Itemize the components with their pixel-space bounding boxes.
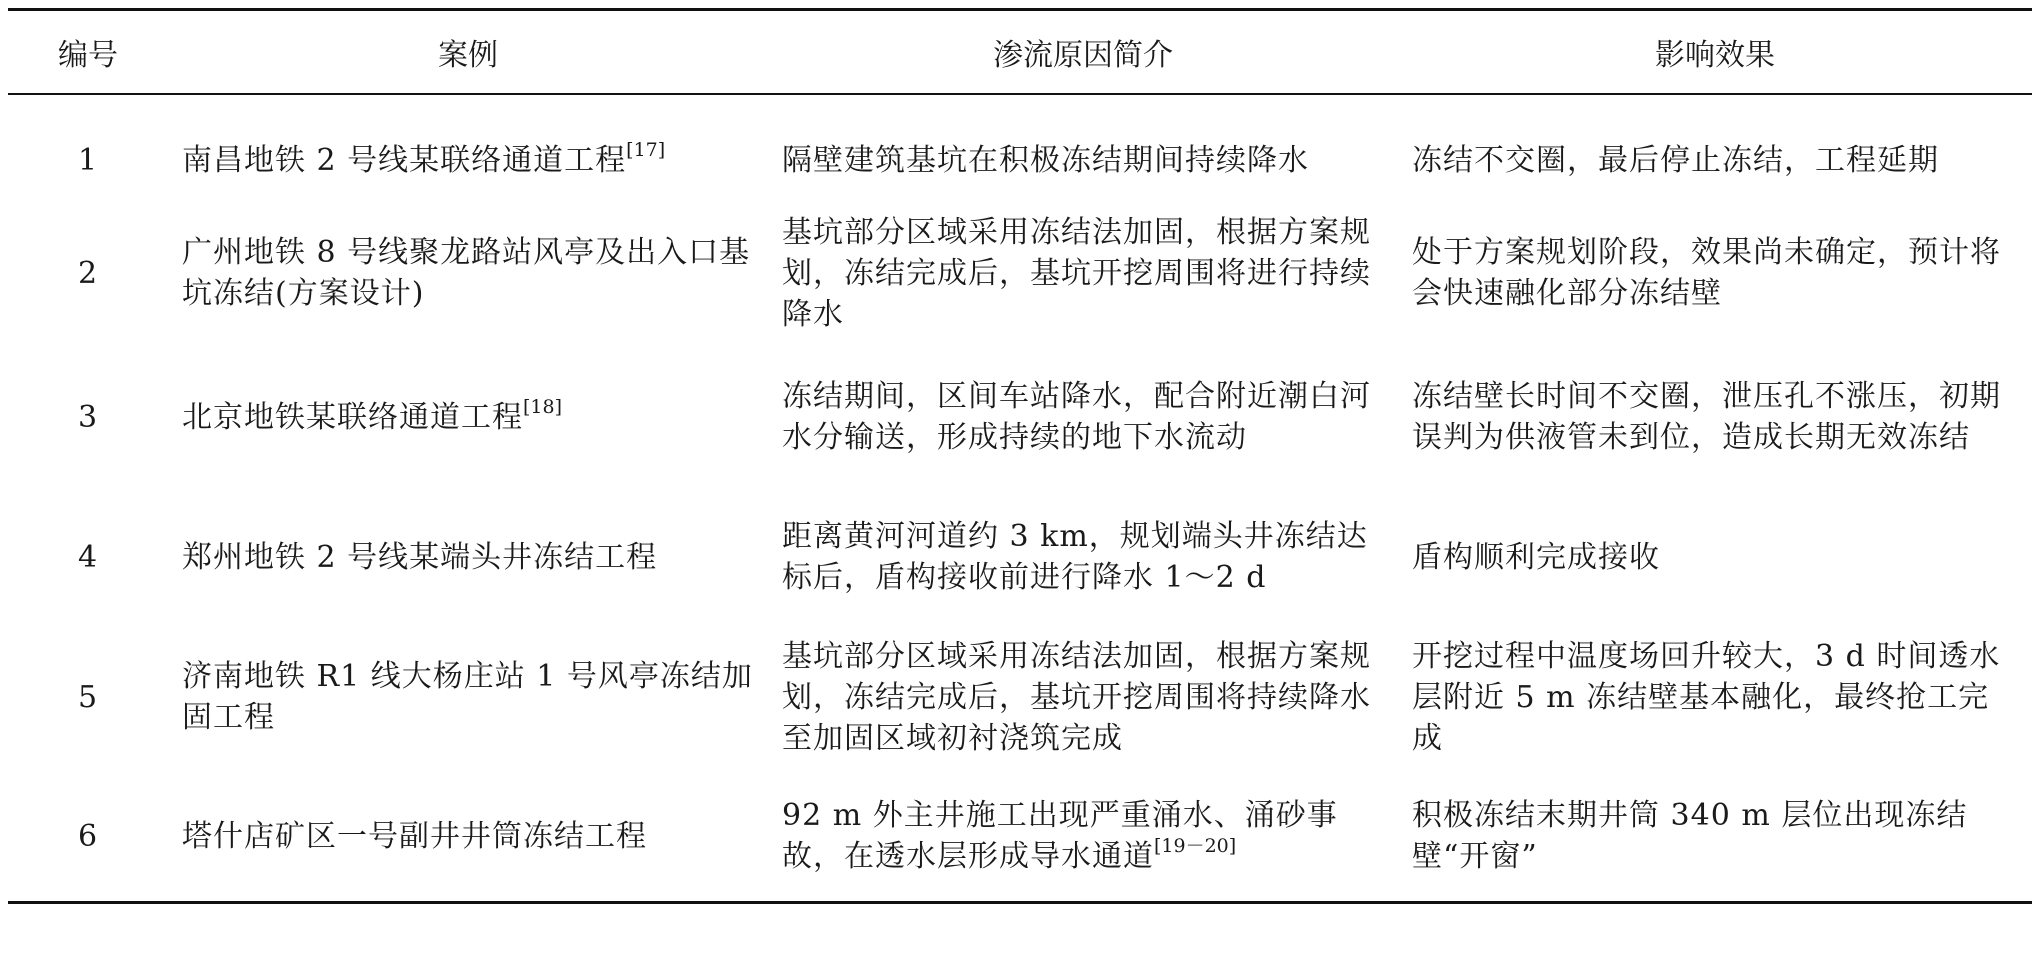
effect-cell [1398, 342, 2032, 492]
table-row [8, 622, 2032, 772]
table-body [8, 94, 2032, 902]
header-id: 编号 [58, 38, 118, 73]
effect-text: 积极冻结末期井筒 340 m 层位出现冻结壁“开窗” [1412, 798, 1968, 875]
case-text: 塔什店矿区一号副井井筒冻结工程 [182, 818, 647, 854]
table-row [8, 94, 2032, 204]
case-text: 郑州地铁 2 号线某端头井冻结工程 [182, 539, 658, 575]
cause-reference: [19－20] [1154, 835, 1237, 858]
effect-cell [1398, 204, 2032, 342]
row-id: 1 [77, 143, 99, 178]
header-effect: 影响效果 [1655, 38, 1775, 73]
cause-cell [768, 342, 1398, 492]
case-text: 南昌地铁 2 号线某联络通道工程 [182, 143, 627, 178]
table-row [8, 772, 2032, 902]
effect-text: 处于方案规划阶段，效果尚未确定，预计将会快速融化部分冻结壁 [1412, 235, 2001, 311]
case-reference: [17] [626, 139, 666, 161]
header-row [8, 10, 2032, 95]
row-id: 2 [77, 255, 99, 291]
case-reference: [18] [523, 395, 563, 418]
case-cell [168, 342, 768, 492]
row-id: 5 [77, 679, 99, 715]
cause-cell [768, 204, 1398, 342]
cause-cell [768, 622, 1398, 772]
cause-text: 隔壁建筑基坑在积极冻结期间持续降水 [782, 143, 1309, 178]
effect-text: 冻结壁长时间不交圈，泄压孔不涨压，初期误判为供液管未到位，造成长期无效冻结 [1412, 379, 2001, 455]
case-cell [168, 94, 768, 204]
effect-cell [1398, 622, 2032, 772]
effect-text: 冻结不交圈，最后停止冻结，工程延期 [1412, 143, 1939, 178]
case-cell [168, 204, 768, 342]
cause-cell [768, 492, 1398, 622]
case-cell [168, 772, 768, 902]
case-cell [168, 622, 768, 772]
table-row [8, 204, 2032, 342]
row-id: 4 [77, 539, 99, 575]
cause-text: 基坑部分区域采用冻结法加固，根据方案规划，冻结完成后，基坑开挖周围将进行持续降水 [782, 214, 1371, 332]
effect-cell [1398, 94, 2032, 204]
case-table-container [8, 8, 2032, 968]
cause-text: 冻结期间，区间车站降水，配合附近潮白河水分输送，形成持续的地下水流动 [782, 379, 1371, 455]
cause-text: 距离黄河河道约 3 km，规划端头井冻结达标后，盾构接收前进行降水 1～2 d [782, 519, 1368, 595]
table-row [8, 492, 2032, 622]
effect-text: 开挖过程中温度场回升较大，3 d 时间透水层附近 5 m 冻结壁基本融化，最终抢工完成 [1412, 638, 2001, 756]
effect-text: 盾构顺利完成接收 [1412, 539, 1660, 575]
cause-cell [768, 94, 1398, 204]
table-header [8, 10, 2032, 95]
cause-text: 基坑部分区域采用冻结法加固，根据方案规划，冻结完成后，基坑开挖周围将持续降水至加固区域初衬浇筑完成 [782, 638, 1371, 756]
table-row [8, 342, 2032, 492]
case-text: 北京地铁某联络通道工程 [182, 399, 523, 435]
cause-text: 92 m 外主井施工出现严重涌水、涌砂事故，在透水层形成导水通道 [782, 798, 1338, 875]
header-case: 案例 [438, 38, 498, 73]
row-id: 3 [77, 399, 99, 435]
case-text: 济南地铁 R1 线大杨庄站 1 号风亭冻结加固工程 [182, 659, 753, 735]
row-id: 6 [77, 818, 99, 854]
cause-cell [768, 772, 1398, 902]
case-cell [168, 492, 768, 622]
case-text: 广州地铁 8 号线聚龙路站风亭及出入口基坑冻结(方案设计) [182, 235, 751, 311]
header-cause: 渗流原因简介 [993, 38, 1173, 73]
seepage-case-table [8, 8, 2032, 904]
effect-cell [1398, 492, 2032, 622]
effect-cell [1398, 772, 2032, 902]
